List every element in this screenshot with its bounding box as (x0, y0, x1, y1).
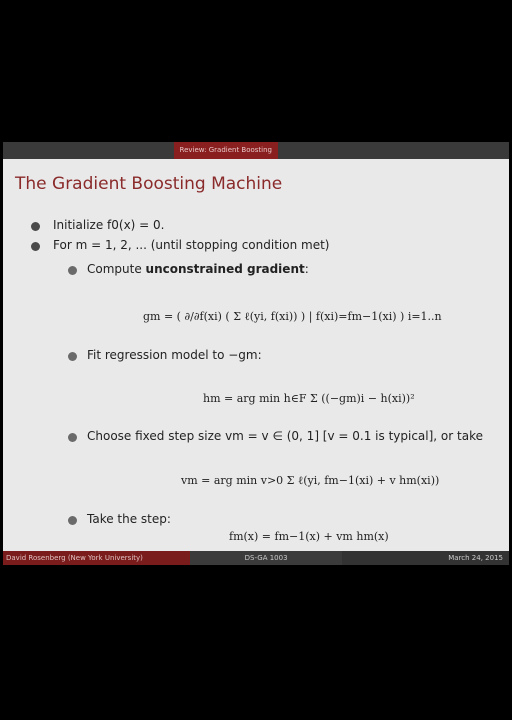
footer-course: DS-GA 1003 (190, 551, 342, 565)
equation-fit: hm = arg min h∈F Σ ((−gm)i − h(xi))² (203, 392, 415, 405)
item-initialize: Initialize f0(x) = 0. (53, 218, 165, 232)
sub-bullet-icon (68, 352, 77, 361)
bullet-icon (31, 222, 40, 231)
equation-gradient: gm = ( ∂/∂f(xi) ( Σ ℓ(yi, f(xi)) ) | f(xi)=fm−1(xi) ) i=1..n (143, 310, 442, 323)
subitem-step-size: Choose fixed step size vm = v ∈ (0, 1] [v = 0.1 is typical], or take (87, 429, 483, 443)
section-header-bar (3, 142, 509, 159)
footer-author: David Rosenberg (New York University) (3, 551, 190, 565)
subitem-compute-suffix: : (304, 262, 309, 276)
equation-step-size: vm = arg min v>0 Σ ℓ(yi, fm−1(xi) + v hm(xi)) (181, 474, 440, 487)
sub-bullet-icon (68, 433, 77, 442)
sub-bullet-icon (68, 266, 77, 275)
subitem-compute-bold: unconstrained gradient (145, 262, 305, 276)
slide-title: The Gradient Boosting Machine (15, 174, 283, 194)
equation-update: fm(x) = fm−1(x) + vm hm(x) (229, 530, 389, 543)
subitem-compute-prefix: Compute (87, 262, 146, 276)
footer-date: March 24, 2015 (342, 551, 509, 565)
section-label: Review: Gradient Boosting (174, 142, 278, 159)
bullet-icon (31, 242, 40, 251)
sub-bullet-icon (68, 516, 77, 525)
subitem-fit-regression: Fit regression model to −gm: (87, 348, 262, 362)
slide (3, 142, 509, 565)
subitem-take-step: Take the step: (87, 512, 171, 526)
subitem-compute-gradient (87, 262, 309, 276)
footer-bar (3, 551, 509, 565)
item-loop: For m = 1, 2, ... (until stopping condition met) (53, 238, 330, 252)
